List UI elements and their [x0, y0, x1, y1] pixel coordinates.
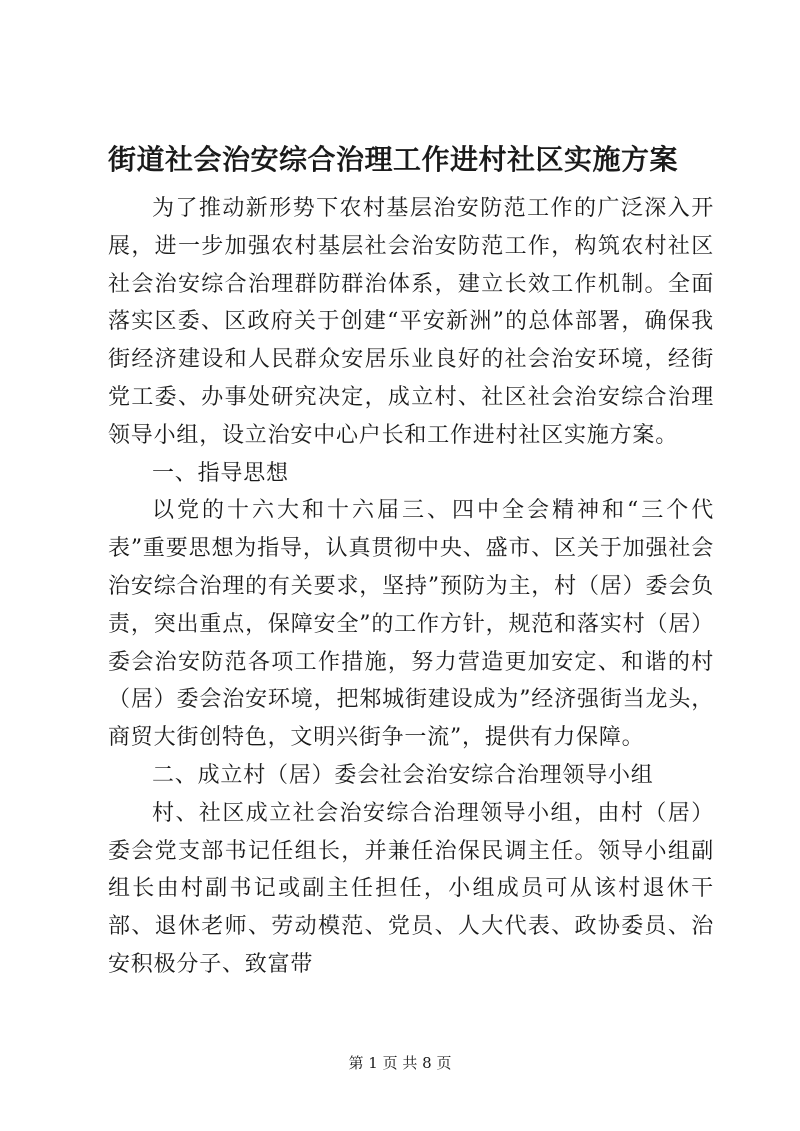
leadership-group-paragraph: 村、社区成立社会治安综合治理领导小组，由村（居）委会党支部书记任组长，并兼任治保民调主任。领导小组副组长由村副书记或副主任担任，小组成员可从该村退休干部、退休老师、劳动模范、党员、人大代表、政协委员、治安积极分子、致富带 [108, 800, 714, 977]
document-title: 街道社会治安综合治理工作进村社区实施方案 [108, 143, 679, 176]
document-body [108, 190, 714, 984]
section-heading-leadership-group: 二、成立村（居）委会社会治安综合治理领导小组 [152, 762, 654, 788]
intro-paragraph: 为了推动新形势下农村基层治安防范工作的广泛深入开展，进一步加强农村基层社会治安防范工作，构筑农村社区社会治安综合治理群防群治体系，建立长效工作机制。全面落实区委、区政府关于创建“平安新洲”的总体部署，确保我街经济建设和人民群众安居乐业良好的社会治安环境，经街党工委、办事处研究决定，成立村、社区社会治安综合治理领导小组，设立治安中心户长和工作进村社区实施方案。 [108, 196, 714, 448]
guiding-ideology-paragraph: 以党的十六大和十六届三、四中全会精神和“三个代表”重要思想为指导，认真贯彻中央、盛市、区关于加强社会治安综合治理的有关要求，坚持”预防为主，村（居）委会负责，突出重点，保障安全”的工作方针，规范和落实村（居）委会治安防范各项工作措施，努力营造更加安定、和谐的村（居）委会治安环境，把邾城街建设成为”经济强街当龙头，商贸大街创特色，文明兴街争一流”，提供有力保障。 [108, 498, 714, 751]
section-heading-guiding-ideology: 一、指导思想 [152, 460, 289, 486]
page-footer: 第 1 页 共 8 页 [348, 1054, 452, 1072]
